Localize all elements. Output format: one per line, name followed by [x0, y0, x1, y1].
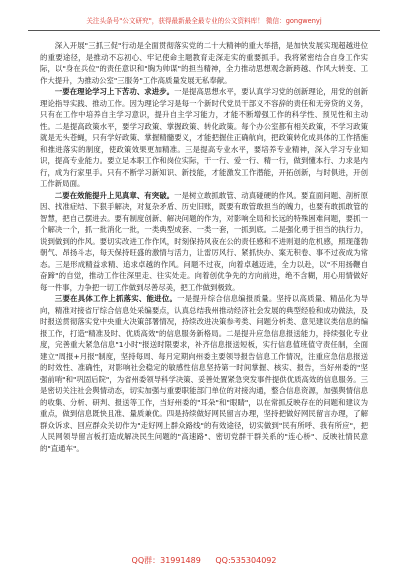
paragraph-text: 一是树立敢抓敢管、动真碰硬的作风。要直面问题、剖析原因、找准症结、下狠手解决，对复杂矛盾、历史旧账，既要有敢管敢担当的魄力，也要有敢抓敢管的智慧，把自己摆进去。要有制度创新、解决问题的作为，对影响全局和长远的特殊困难问题，要抓一个解决一个，抓一批消化一批，一类典型成套、一类一套，一抓到底。二是强化勇于担当的执行力，说到做到的作风。要切实改进工作作风，时刻保持风夜在公的责任感和不进则退的危机感，照现蓬勃朝气、昂扬斗志，每天保持旺盛的激情与活力，让雷厉风行、紧抓快办、案无积卷、事不过夜成为常态。三是形成精益求精、追求卓越的作风。问题不过夜，向着卓越迈进，全力以赴，以"不用扬鞭自奋蹄"的自觉，推动工作往深里走、往实处走。向着创优争先的方向前进，绝不含糊，用心用情做好每一件事，力争把一切工作做到尽善尽美，把工作做到极致。 — [40, 190, 368, 292]
paragraph-text: 一是提高思想水平，要认真学习党的创新理论，用党的创新理论指导实践、推动工作。因为理论学习是每一个新时代党员干部义不容辞的责任和无旁贷的义务，只有在工作中培养自主学习意识，提升自主学习能力，才能不断增强工作的科学性、预见性和主动性。二是提高政策水平，要学习政策、掌握政策、转化政策。每个办公室都有相关政策，不学习政策就是无头苍蝇，只有学好政策、掌握精髓要义，才能把握住正确航向，把政策转化成具体的工作措施和推进落实的制度，使政策效果更加精准。三是提高专业水平，要培养专业精神，深入学习专业知识，提高专业能力。要立足本职工作和岗位实际，干一行、爱一行、精一行，做到懂本行、力求是内行，成为行家里手。只有不断学习新知识、新技能，才能激发工作潜能，开拓创新，与时俱进，开创工作新局面。 — [40, 87, 368, 188]
paragraph-theory-study — [40, 86, 368, 190]
paragraph-implementation — [40, 293, 368, 454]
page-header: 关注头条号"公文研究"，获得最新最全最专业的公文资料库！ 微信：gongwenyj — [86, 17, 322, 25]
paragraph-lead: 二要在效能提升上见真章、有突破。 — [54, 190, 175, 200]
paragraph-text: 深入开展"三抓三促"行动是全面贯彻落实党的二十大精神的重大举措，是加快发展实现超越进位的重要途径，是推动不忘初心、牢记使命主题教育走深走实的重要抓手。我将紧密结合自身工作实际，以"身在兵位"的责任意识和"胸为帅谋"的担当精神，全力推动思想观念新跨越、作风大转变、工作大提升，为推动公室"三服务"工作高质量发展无私奉献。 — [40, 41, 368, 85]
header-divider — [28, 30, 380, 31]
document-body — [40, 40, 368, 544]
page-footer — [0, 554, 408, 568]
footer-qq: QQ:535304092 — [215, 556, 277, 565]
footer-qq-group: QQ群：31991489 — [131, 556, 201, 565]
paragraph-efficiency — [40, 190, 368, 294]
paragraph-lead: 一要在理论学习上下苦功、求进步。 — [54, 87, 175, 96]
paragraph-text: 一是提升综合信息编报质量。坚持以高质量、精品化为导向，精准对接省厅综合信息处采编要点，认真总结我州推动经济社会发展的典型经验和成功做法，及时报送贯彻落实党中央重大决策部署情况，持续改进决策参考类、问题分析类、意见建议类信息的编报工作，打造"精准及时、优质高效"的信息服务新格局。二是提升应急信息报送能力，持续强化专业度，完善重大紧急信息"1小时"报送时限要求，补齐信息报送短板，实行信息值班值守责任制，全面建立"周报+月报"制度，坚持每周、每月定期向州委主要领导报告信息工作情况，注重应急信息报送的时效性、准确性，对影响社会稳定的敏感性信息坚持第一时间掌握、核实、报告，当好州委的"坚强前哨"和"巩固后院"，为省州委领导科学决策、妥善处置紧急突发事件提供优质高效的信息服务。三是密切关注社会舆情动态，切实加强与重要职能部门单位的对接沟通，整合信息资源，加强舆情信息的收集、分析、研判、报送等工作，当好州委的"耳朵"和"眼睛"，以在常抓反映存在的问题和建议为重点，做到信息既快且准、量质兼优。四是持续做好网民留言办理，坚持把做好网民留言办理，了解群众诉求、回应群众关切作为"走好网上群众路线"的有效途径，切实做到"民有所呼、我有所应"，把人民网领导留言板打造成解决民生问题的"高速路"、密切党群干群关系的"连心桥"、反映社情民意的"直通车"。 — [40, 294, 368, 453]
paragraph-intro — [40, 40, 368, 86]
paragraph-lead: 三要在具体工作上抓落实、能进位。 — [54, 294, 178, 303]
